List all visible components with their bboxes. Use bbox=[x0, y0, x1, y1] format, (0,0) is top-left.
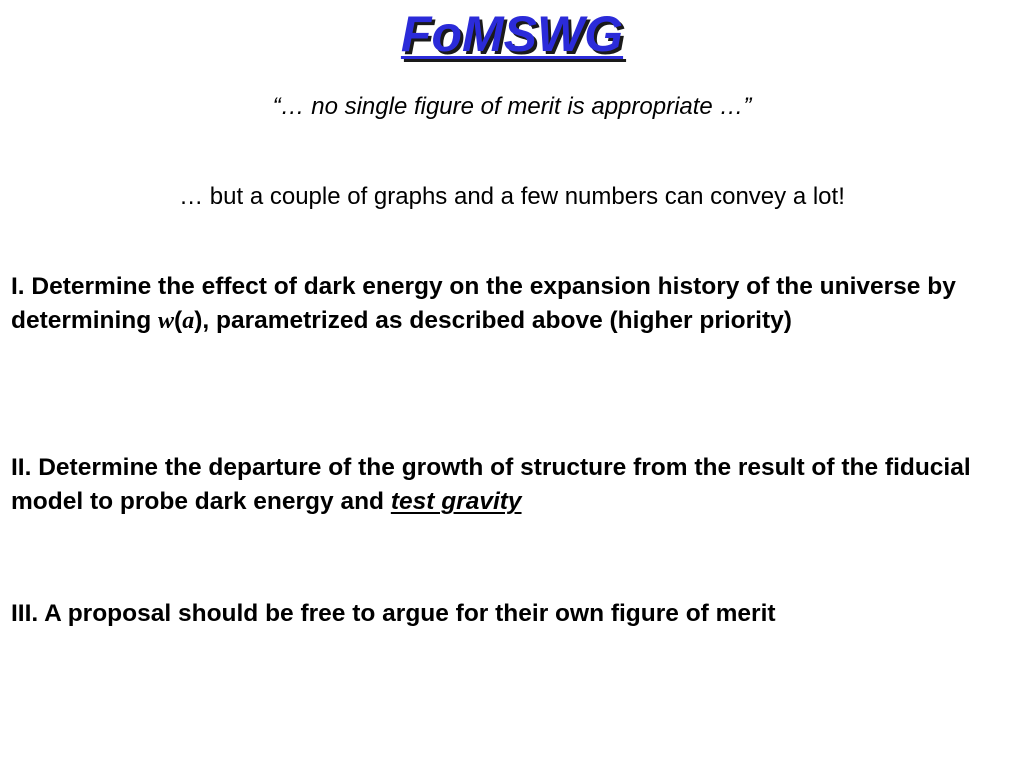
test-gravity-emphasis: test gravity bbox=[390, 488, 522, 515]
math-paren-open: ( bbox=[174, 307, 183, 334]
point-one-text-before: I. Determine the effect of dark energy on the expansion history of the universe by determining bbox=[11, 273, 956, 334]
point-one-text-after: , parametrized as described above (higher priority) bbox=[202, 307, 792, 334]
math-paren-close: ) bbox=[194, 307, 203, 334]
slide-title: FoMSWG bbox=[400, 6, 624, 62]
point-two-text-before: II. Determine the departure of the growth of structure from the result of the fiducial model to probe dark energy and bbox=[11, 454, 971, 515]
math-w: w bbox=[158, 308, 175, 334]
point-one bbox=[11, 270, 1001, 338]
quote-line: “… no single figure of merit is appropriate …” bbox=[272, 93, 752, 120]
subtitle-line: … but a couple of graphs and a few numbers can convey a lot! bbox=[179, 183, 845, 210]
point-two bbox=[11, 451, 1001, 519]
point-three: III. A proposal should be free to argue for their own figure of merit bbox=[11, 600, 776, 627]
math-a: a bbox=[182, 308, 195, 334]
